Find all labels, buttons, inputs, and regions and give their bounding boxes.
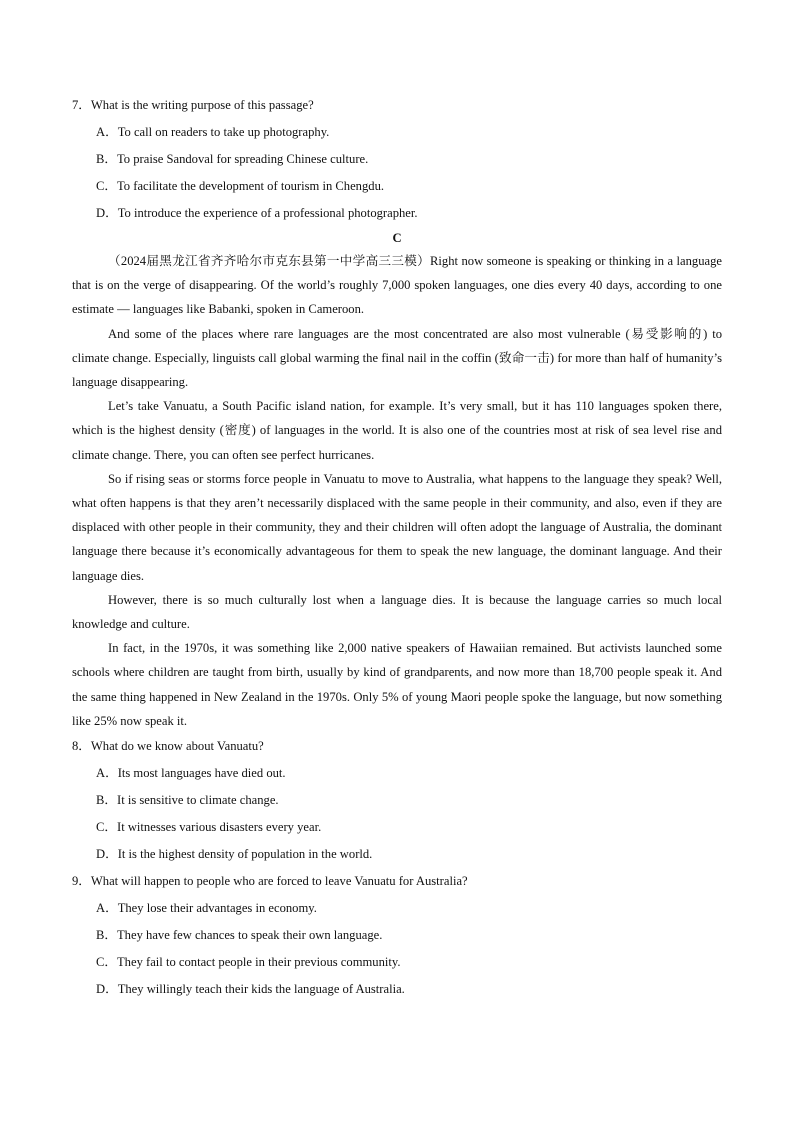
question-stem: 7．What is the writing purpose of this passage? bbox=[72, 98, 314, 112]
paragraph: However, there is so much culturally lost when a language dies. It is because the language carries so much local knowledge and culture. bbox=[72, 592, 722, 632]
question-stem: 9．What will happen to people who are forced to leave Vanuatu for Australia? bbox=[72, 874, 468, 889]
question-8 bbox=[72, 733, 722, 868]
option-b: B．They have few chances to speak their own language. bbox=[96, 928, 383, 943]
paragraph: And some of the places where rare languages are the most concentrated are also most vulnerable (易受影响的) to climate change. Especially, linguists call global warming the final nail in the coffin (致命一击) for more than half of humanity’s language disappearing. bbox=[72, 326, 722, 390]
paragraph: Let’s take Vanuatu, a South Pacific island nation, for example. It’s very small, but it has 110 languages spoken there, which is the highest density (密度) of languages in the world. It is also one of the countries most at risk of sea level rise and climate change. There, you can often see perfect hurricanes. bbox=[72, 399, 722, 462]
option-d: D．It is the highest density of population in the world. bbox=[96, 847, 373, 862]
option-a: A．Its most languages have died out. bbox=[96, 766, 286, 781]
option-b: B．It is sensitive to climate change. bbox=[96, 793, 279, 808]
question-9 bbox=[72, 868, 722, 1003]
paragraph: （2024届黑龙江省齐齐哈尔市克东县第一中学高三三模）Right now someone is speaking or thinking in a language that is on the verge of disappearing. Of the world’s roughly 7,000 spoken languages, one dies every 40 days, according to one estimate — languages like Babanki, spoken in Cameroon. bbox=[72, 254, 722, 317]
option-b: B．To praise Sandoval for spreading Chinese culture. bbox=[96, 152, 369, 166]
option-a: A．To call on readers to take up photography. bbox=[96, 125, 330, 139]
section-title: C bbox=[392, 231, 402, 245]
question-7 bbox=[72, 92, 722, 227]
option-d: D．They willingly teach their kids the language of Australia. bbox=[96, 982, 405, 997]
question-stem: 8．What do we know about Vanuatu? bbox=[72, 739, 264, 754]
paragraph: So if rising seas or storms force people in Vanuatu to move to Australia, what happens to the language they speak? Well, what often happens is that they aren’t necessarily displaced with the same people in their community, and also, even if they are displaced with other people in their community, they and their children will often adopt the language of Australia, the dominant language there because it’s economically advantageous for them to speak the new language, the dominant language. And their language dies. bbox=[72, 471, 722, 583]
paragraph: In fact, in the 1970s, it was something like 2,000 native speakers of Hawaiian remained. But activists launched some schools where children are taught from birth, usually by kind of grandparents, and now more than 18,700 people speak it. And the same thing happened in New Zealand in the 1970s. Only 5% of young Maori people spoke the language, but now something like 25% now speak it. bbox=[72, 641, 722, 728]
document-page bbox=[72, 92, 722, 1003]
passage-c bbox=[72, 227, 722, 733]
option-c: C．They fail to contact people in their previous community. bbox=[96, 955, 401, 970]
option-a: A．They lose their advantages in economy. bbox=[96, 901, 317, 916]
option-d: D．To introduce the experience of a professional photographer. bbox=[96, 206, 418, 220]
option-c: C．To facilitate the development of tourism in Chengdu. bbox=[96, 179, 385, 193]
option-c: C．It witnesses various disasters every year. bbox=[96, 820, 322, 835]
